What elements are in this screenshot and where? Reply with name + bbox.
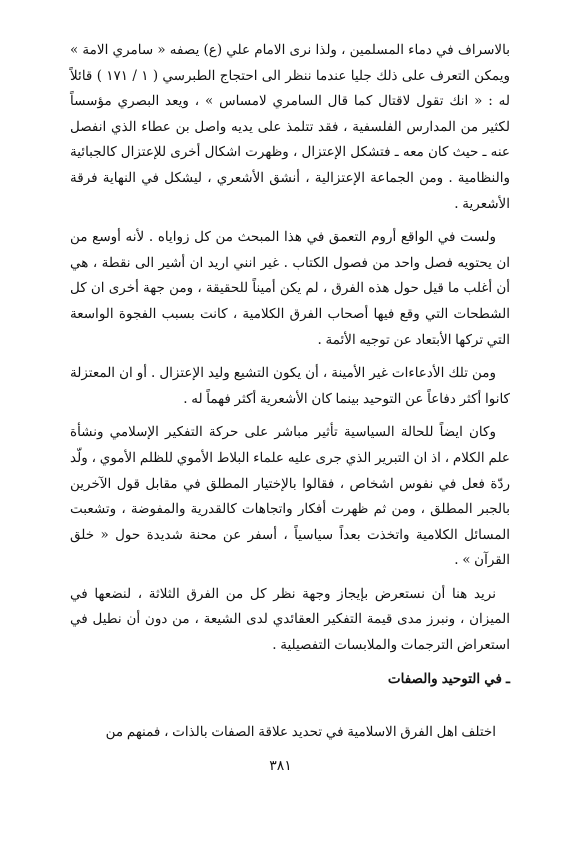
page-body (70, 38, 510, 746)
paragraph-1: بالاسراف في دماء المسلمين ، ولذا نرى الامام علي (ع) يصفه « سامري الامة » ويمكن التعرف على ذلك جليا عندما ننظر الى احتجاج الطبرسي ( ١ / ١٧١ ) قائلاً له : « انك تقول لاقتال كما قال السامري لامساس » ، ويعد البصري مؤسساً لكثير من المدارس الفلسفية ، فقد تتلمذ على يديه واصل بن عطاء الذي انفصل عنه ـ حيث كان معه ـ فتشكل الإعتزال ، وظهرت اشكال أخرى للإعتزال كالجبائية والنظامية . ومن الجماعة الإعتزالية ، أنشق الأشعري ، ليشكل في النهاية فرقة الأشعرية . (70, 42, 510, 212)
paragraph-2: ولست في الواقع أروم التعمق في هذا المبحث من كل زواياه . لأنه أوسع من ان يحتويه فصل واحد من فصول الكتاب . غير انني اريد ان أشير الى نقطة ، هي أن أغلب ما قيل حول هذه الفرق ، لم يكن أميناً للحقيقة ، ومن جهة أخرى ان كل الشطحات التي وقع فيها أصحاب الفرق الكلامية ، كانت بسبب الفجوة الواسعة التي تركها الأبتعاد عن توجيه الأئمة . (70, 229, 510, 348)
paragraph-5: نريد هنا أن نستعرض بإيجاز وجهة نظر كل من الفرق الثلاثة ، لنضعها في الميزان ، ونبرز مدى قيمة التفكير العقائدي لدى الشيعة ، من دون أن نطيل في استعراض الترجمات والملابسات التفصيلية . (70, 585, 510, 654)
paragraph-3: ومن تلك الأدعاءات غير الأمينة ، أن يكون التشيع وليد الإعتزال . أو ان المعتزلة كانوا أكثر دفاعاً عن التوحيد بينما كان الأشعرية أكثر فهماً له . (70, 365, 510, 407)
paragraph-4: وكان ايضاً للحالة السياسية تأثير مباشر على حركة التفكير الإسلامي ونشأة علم الكلام ، اذ ان التبرير الذي جرى عليه علماء البلاط الأموي للظلم الأموي ، ولّد ردّة فعل في نفوس اشخاص ، فقالوا بالإختيار المطلق في مقابل قول الآخرين بالجبر المطلق ، ومن ثم ظهرت أفكار واتجاهات كالقدرية والمفوضة ، وتشعبت المسائل الكلامية واتخذت بعداً سياسياً ، أسفر عن محنة شديدة حول « خلق القرآن » . (70, 424, 510, 569)
page-number: ٣٨١ (269, 758, 292, 774)
section-heading: ـ في التوحيد والصفات (387, 670, 510, 687)
closing-paragraph: اختلف اهل الفرق الاسلامية في تحديد علاقة الصفات بالذات ، فمنهم من (105, 724, 496, 741)
